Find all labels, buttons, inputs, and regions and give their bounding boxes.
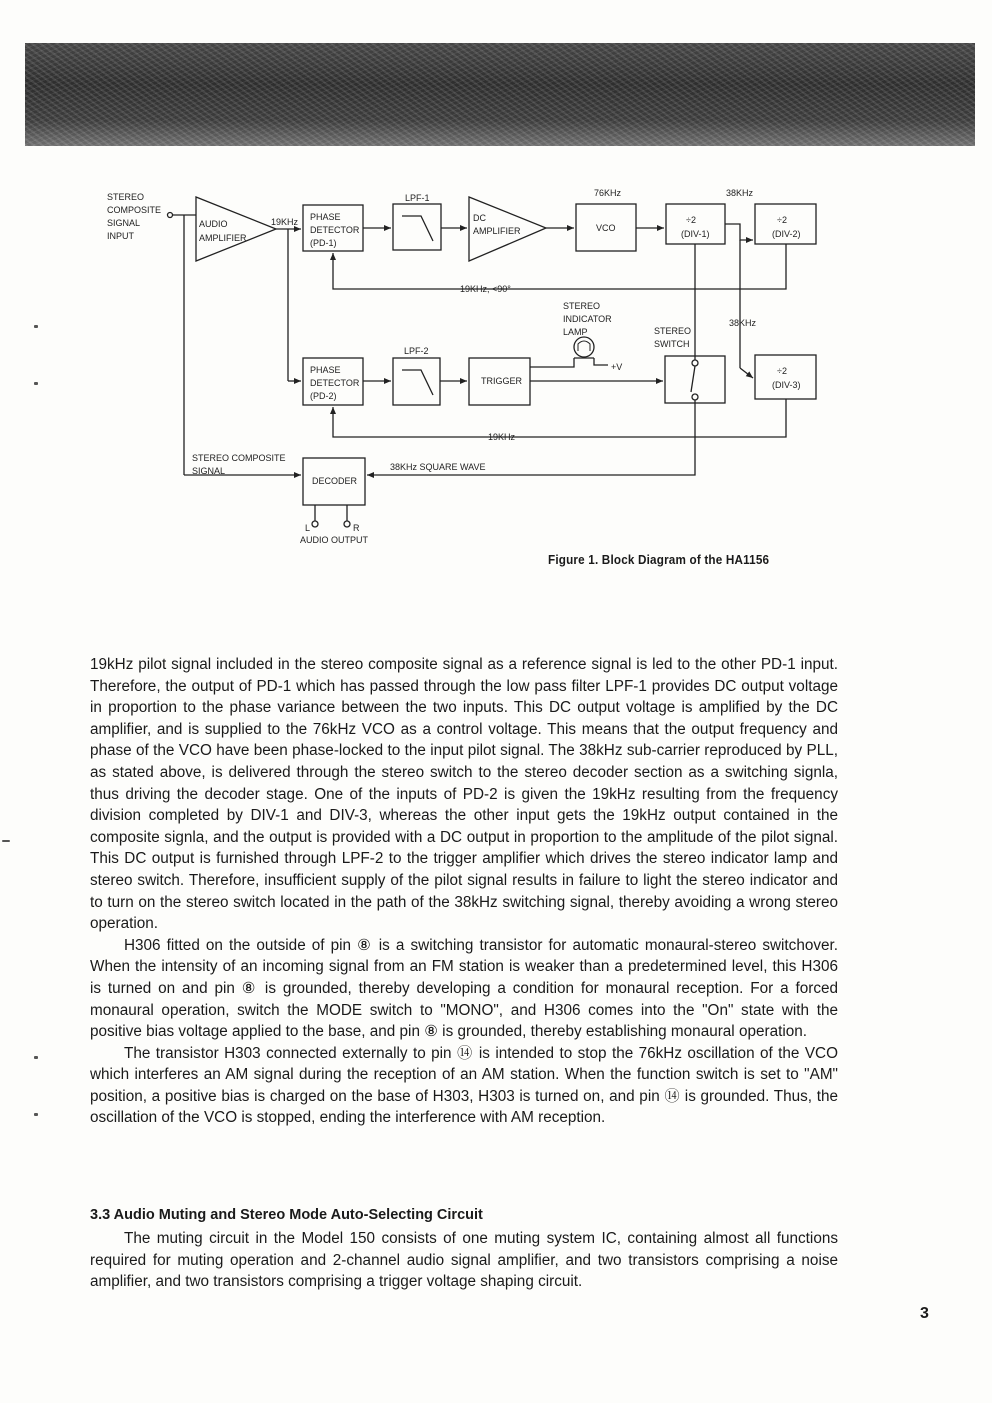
svg-text:DC: DC [473, 213, 486, 223]
lpf1-label: LPF-1 [405, 193, 430, 203]
svg-text:DETECTOR: DETECTOR [310, 378, 360, 388]
svg-text:PHASE: PHASE [310, 365, 341, 375]
audio-output-label: AUDIO OUTPUT [300, 535, 369, 545]
lamp-label [563, 301, 612, 337]
svg-text:INDICATOR: INDICATOR [563, 314, 612, 324]
body-text [90, 654, 838, 1129]
svg-text:STEREO: STEREO [107, 192, 145, 202]
svg-text:AMPLIFIER: AMPLIFIER [199, 233, 247, 243]
lpf2 [393, 358, 440, 405]
svg-text:DETECTOR: DETECTOR [310, 225, 360, 235]
feedback-label: 19KHz, <90° [460, 284, 511, 294]
svg-text:(DIV-1): (DIV-1) [681, 229, 710, 239]
svg-text:R: R [353, 523, 360, 533]
svg-text:SIGNAL: SIGNAL [107, 218, 141, 228]
switch-label [654, 326, 691, 349]
svg-text:÷2: ÷2 [686, 215, 696, 225]
input-terminal [168, 213, 173, 218]
svg-text:COMPOSITE: COMPOSITE [107, 205, 162, 215]
svg-text:(PD-2): (PD-2) [310, 391, 337, 401]
svg-text:TRIGGER: TRIGGER [481, 376, 523, 386]
output-terminal-l [312, 521, 318, 527]
svg-text:STEREO: STEREO [654, 326, 692, 336]
svg-text:INPUT: INPUT [107, 231, 134, 241]
freq-38-mid-label: 38KHz [729, 318, 757, 328]
svg-text:SWITCH: SWITCH [654, 339, 690, 349]
svg-text:AMPLIFIER: AMPLIFIER [473, 226, 521, 236]
freq-76-label: 76KHz [594, 188, 622, 198]
svg-text:÷2: ÷2 [777, 366, 787, 376]
section-body: The muting circuit in the Model 150 consists of one muting system IC, containing almost all functions required for muting operation and 2-channel audio signal amplifier, and two transistors comprising a noise amplifier, and two transistors comprising a trigger voltage shaping circuit. [90, 1230, 838, 1291]
svg-text:(DIV-2): (DIV-2) [772, 229, 801, 239]
figure-caption: Figure 1. Block Diagram of the HA1156 [548, 552, 770, 567]
paragraph-3: The transistor H303 connected externally to pin ⑭ is intended to stop the 76kHz oscillation of the VCO which interferes an AM signal during the reception of an AM station. When the function switch is set to "AM" position, a positive bias is charged on the base of H303, H303 is turned on, and pin ⑭ is grounded. Thus, the oscillation of the VCO is stopped, ending the interference with AM reception. [90, 1044, 838, 1127]
svg-text:(DIV-3): (DIV-3) [772, 380, 801, 390]
svg-text:STEREO COMPOSITE: STEREO COMPOSITE [192, 453, 286, 463]
block-diagram [0, 0, 992, 560]
margin-mark [34, 325, 38, 328]
pd2-feedback-label: 19KHz [488, 432, 516, 442]
freq-38-top-label: 38KHz [726, 188, 754, 198]
svg-text:DECODER: DECODER [312, 476, 358, 486]
paragraph-1: 19kHz pilot signal included in the stereo composite signal as a reference signal is led to the other PD-1 input. Therefore, the output of PD-1 which has passed through the low pass filter LPF-1 provides DC output voltage in proportion to the phase variance between the two inputs. This DC output voltage is amplified by the DC amplifier, and is supplied to the 76kHz VCO as a control voltage. This means that the output frequency and phase of the VCO have been phase-locked to the input pilot signal. The 38kHz sub-carrier reproduced by PLL, as stated above, is delivered through the stereo switch to the stereo decoder section as a switching signla, thus driving the decoder stage. One of the inputs of PD-2 is given the 19kHz resulting from the frequency division completed by DIV-1 and DIV-3, whereas the other input gets the 19kHz output contained in the composite signla, and the output is provided with a DC output in proportion to the amplitude of the pilot signal. This DC output is furnished through LPF-2 to the trigger amplifier which drives the stereo indicator lamp and stereo switch. Therefore, insufficient supply of the pilot signal results in failure to light the stereo indicator and to turn on the stereo switch located in the path of the 38kHz switching signal, thereby avoiding a wrong stereo operation. [90, 656, 838, 933]
svg-text:SIGNAL: SIGNAL [192, 466, 226, 476]
lpf1 [393, 204, 441, 250]
margin-mark [34, 382, 38, 385]
page-number: 3 [920, 1305, 929, 1322]
svg-text:LAMP: LAMP [563, 327, 588, 337]
stereo-switch [665, 356, 725, 403]
audio-amplifier [196, 197, 276, 261]
svg-text:STEREO: STEREO [563, 301, 601, 311]
svg-text:(PD-1): (PD-1) [310, 238, 337, 248]
stereo-indicator-lamp [574, 337, 594, 357]
composite-label [192, 453, 286, 476]
svg-text:÷2: ÷2 [777, 215, 787, 225]
svg-text:AUDIO: AUDIO [199, 219, 228, 229]
margin-mark [34, 1056, 38, 1059]
output-terminal-r [344, 521, 350, 527]
svg-text:L: L [305, 523, 311, 533]
svg-text:PHASE: PHASE [310, 212, 341, 222]
section-heading: 3.3 Audio Muting and Stereo Mode Auto-Selecting Circuit [90, 1207, 483, 1223]
input-label [107, 192, 161, 241]
sig-19-label: 19KHz [271, 217, 299, 227]
paragraph-2: H306 fitted on the outside of pin ⑧ is a switching transistor for automatic monaural-stereo switchover. When the intensity of an incoming signal from an FM station is weaker than a predetermined level, this H306 is turned on and pin ⑧ is grounded, thereby developing a condition for monaural reception. For a forced monaural operation, switch the MODE switch to "MONO", and H306 comes into the "On" state with the positive bias voltage applied to the base, and pin ⑧ is grounded, thereby establishing monaural operation. [90, 936, 838, 1041]
square-wave-label: 38KHz SQUARE WAVE [390, 462, 486, 472]
margin-mark [2, 840, 10, 842]
margin-mark [34, 1113, 38, 1116]
lpf2-label: LPF-2 [404, 346, 429, 356]
svg-text:VCO: VCO [596, 223, 616, 233]
divider-div3 [755, 355, 816, 399]
plus-v-label: +V [611, 362, 623, 372]
